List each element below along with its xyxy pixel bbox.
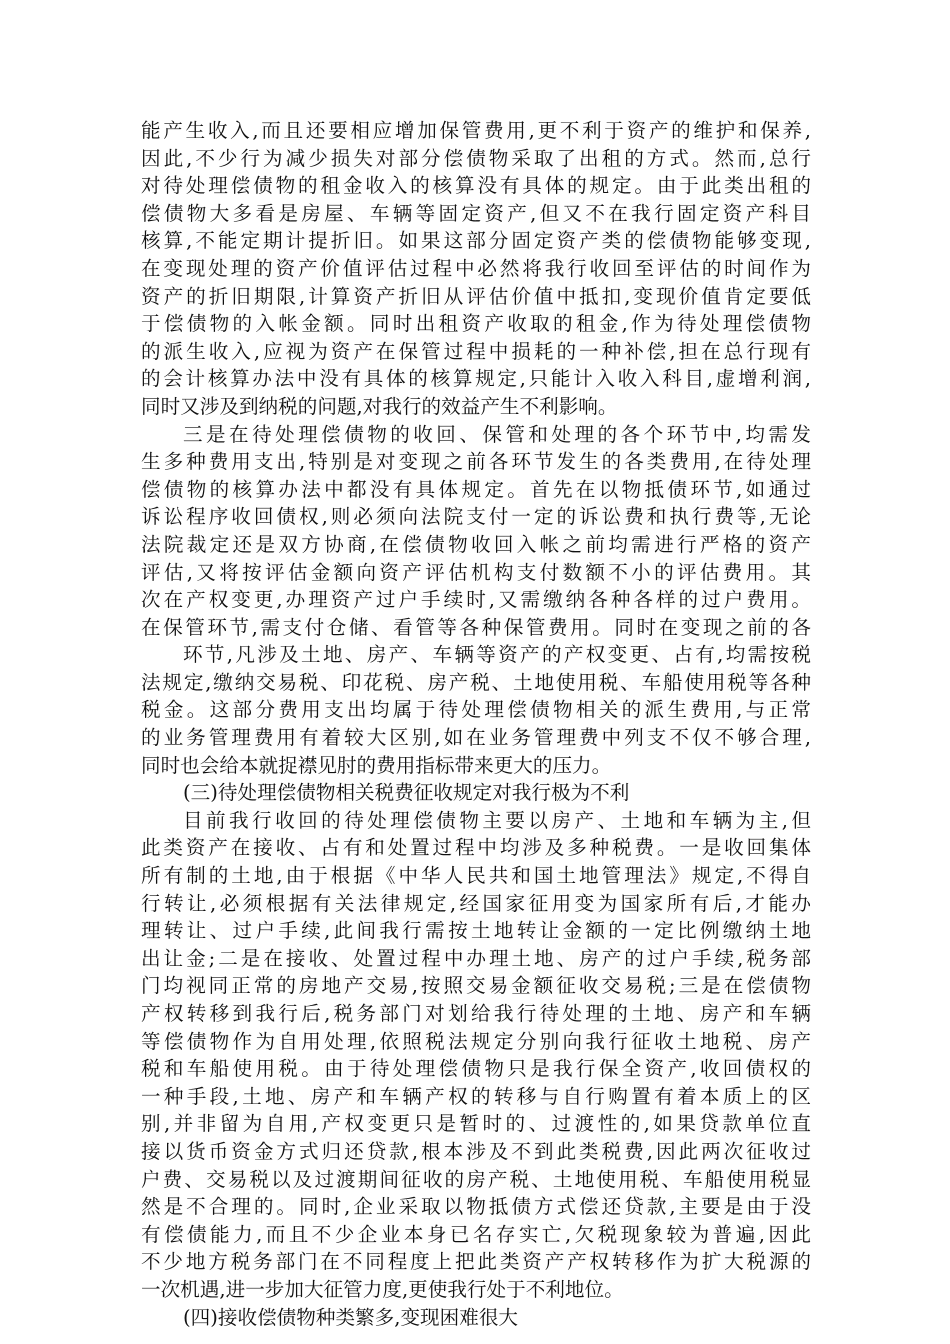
text-line: 资产的折旧期限,计算资产折旧从评估价值中抵扣,变现价值肯定要低 [141, 284, 811, 308]
text-line: 户费、交易税以及过渡期间征收的房产税、土地使用税、车船使用税显 [141, 1167, 811, 1191]
text-line: 次在产权变更,办理资产过户手续时,又需缴纳各种各样的过户费用。 [141, 588, 811, 612]
text-line: 此类资产在接收、占有和处置过程中均涉及多种税费。一是收回集体 [141, 836, 811, 860]
text-line: 因此,不少行为减少损失对部分偿债物采取了出租的方式。然而,总行 [141, 146, 811, 170]
text-line: 同时又涉及到纳税的问题,对我行的效益产生不利影响。 [141, 394, 618, 418]
text-line: 别,并非留为自用,产权变更只是暂时的、过渡性的,如果贷款单位直 [141, 1112, 811, 1136]
text-line: 然是不合理的。同时,企业采取以物抵债方式偿还贷款,主要是由于没 [141, 1195, 811, 1219]
text-line: 门均视同正常的房地产交易,按照交易金额征收交易税;三是在偿债物 [141, 974, 811, 998]
text-line: 出让金;二是在接收、处置过程中办理土地、房产的过户手续,税务部 [141, 946, 811, 970]
text-line: 理转让、过户手续,此间我行需按土地转让金额的一定比例缴纳土地 [141, 919, 811, 943]
text-line: 偿债物的核算办法中都没有具体规定。首先在以物抵债环节,如通过 [141, 477, 811, 501]
text-line: (三)待处理偿债物相关税费征收规定对我行极为不利 [183, 781, 630, 805]
text-line: 接以货币资金方式归还贷款,根本涉及不到此类税费,因此两次征收过 [141, 1139, 811, 1163]
text-line: 不少地方税务部门在不同程度上把此类资产产权转移作为扩大税源的 [141, 1250, 811, 1274]
text-line: 税和车船使用税。由于待处理偿债物只是我行保全资产,收回债权的 [141, 1057, 811, 1081]
text-line: 生多种费用支出,特别是对变现之前各环节发生的各类费用,在待处理 [141, 450, 811, 474]
text-line: 同时也会给本就捉襟见肘的费用指标带来更大的压力。 [141, 753, 612, 777]
text-line: 能产生收入,而且还要相应增加保管费用,更不利于资产的维护和保养, [141, 119, 811, 142]
text-line: 环节,凡涉及土地、房产、车辆等资产的产权变更、占有,均需按税 [183, 643, 811, 667]
text-line: 评估,又将按评估金额向资产评估机构支付数额不小的评估费用。其 [141, 560, 811, 584]
text-line: 目前我行收回的待处理偿债物主要以房产、土地和车辆为主,但 [183, 808, 811, 832]
text-line: 行转让,必须根据有关法律规定,经国家征用变为国家所有后,才能办 [141, 891, 811, 915]
text-line: 对待处理偿债物的租金收入的核算没有具体的规定。由于此类出租的 [141, 174, 811, 198]
text-line: 的派生收入,应视为资产在保管过程中损耗的一种补偿,担在总行现有 [141, 339, 811, 363]
text-line: 的业务管理费用有着较大区别,如在业务管理费中列支不仅不够合理, [141, 726, 811, 750]
text-line: 的会计核算办法中没有具体的核算规定,只能计入收入科目,虚增利润, [141, 367, 811, 391]
text-line: 一种手段,土地、房产和车辆产权的转移与自行购置有着本质上的区 [141, 1084, 811, 1108]
text-line: 所有制的土地,由于根据《中华人民共和国土地管理法》规定,不得自 [141, 864, 811, 888]
text-line: 一次机遇,进一步加大征管力度,更使我行处于不利地位。 [141, 1277, 624, 1301]
text-line: 偿债物大多看是房屋、车辆等固定资产,但又不在我行固定资产科目 [141, 201, 811, 225]
text-line: 三是在待处理偿债物的收回、保管和处理的各个环节中,均需发 [183, 422, 811, 446]
text-line: 核算,不能定期计提折旧。如果这部分固定资产类的偿债物能够变现, [141, 229, 811, 253]
text-line: 税金。这部分费用支出均属于待处理偿债物相关的派生费用,与正常 [141, 698, 811, 722]
document-page [141, 117, 811, 1331]
text-line: 法院裁定还是双方协商,在偿债物收回入帐之前均需进行严格的资产 [141, 532, 811, 556]
text-line: 在保管环节,需支付仓储、看管等各种保管费用。同时在变现之前的各 [141, 615, 811, 639]
text-line: 有偿债能力,而且不少企业本身已名存实亡,欠税现象较为普遍,因此 [141, 1222, 811, 1246]
text-line: 等偿债物作为自用处理,依照税法规定分别向我行征收土地税、房产 [141, 1029, 811, 1053]
text-line: 产权转移到我行后,税务部门对划给我行待处理的土地、房产和车辆 [141, 1002, 811, 1025]
text-line: 法规定,缴纳交易税、印花税、房产税、土地使用税、车船使用税等各种 [141, 670, 811, 694]
text-line: 诉讼程序收回债权,则必须向法院支付一定的诉讼费和执行费等,无论 [141, 505, 811, 529]
text-line: 在变现处理的资产价值评估过程中必然将我行收回至评估的时间作为 [141, 256, 811, 280]
text-line: (四)接收偿债物种类繁多,变现困难很大 [183, 1305, 519, 1329]
text-line: 于偿债物的入帐金额。同时出租资产收取的租金,作为待处理偿债物 [141, 312, 811, 336]
